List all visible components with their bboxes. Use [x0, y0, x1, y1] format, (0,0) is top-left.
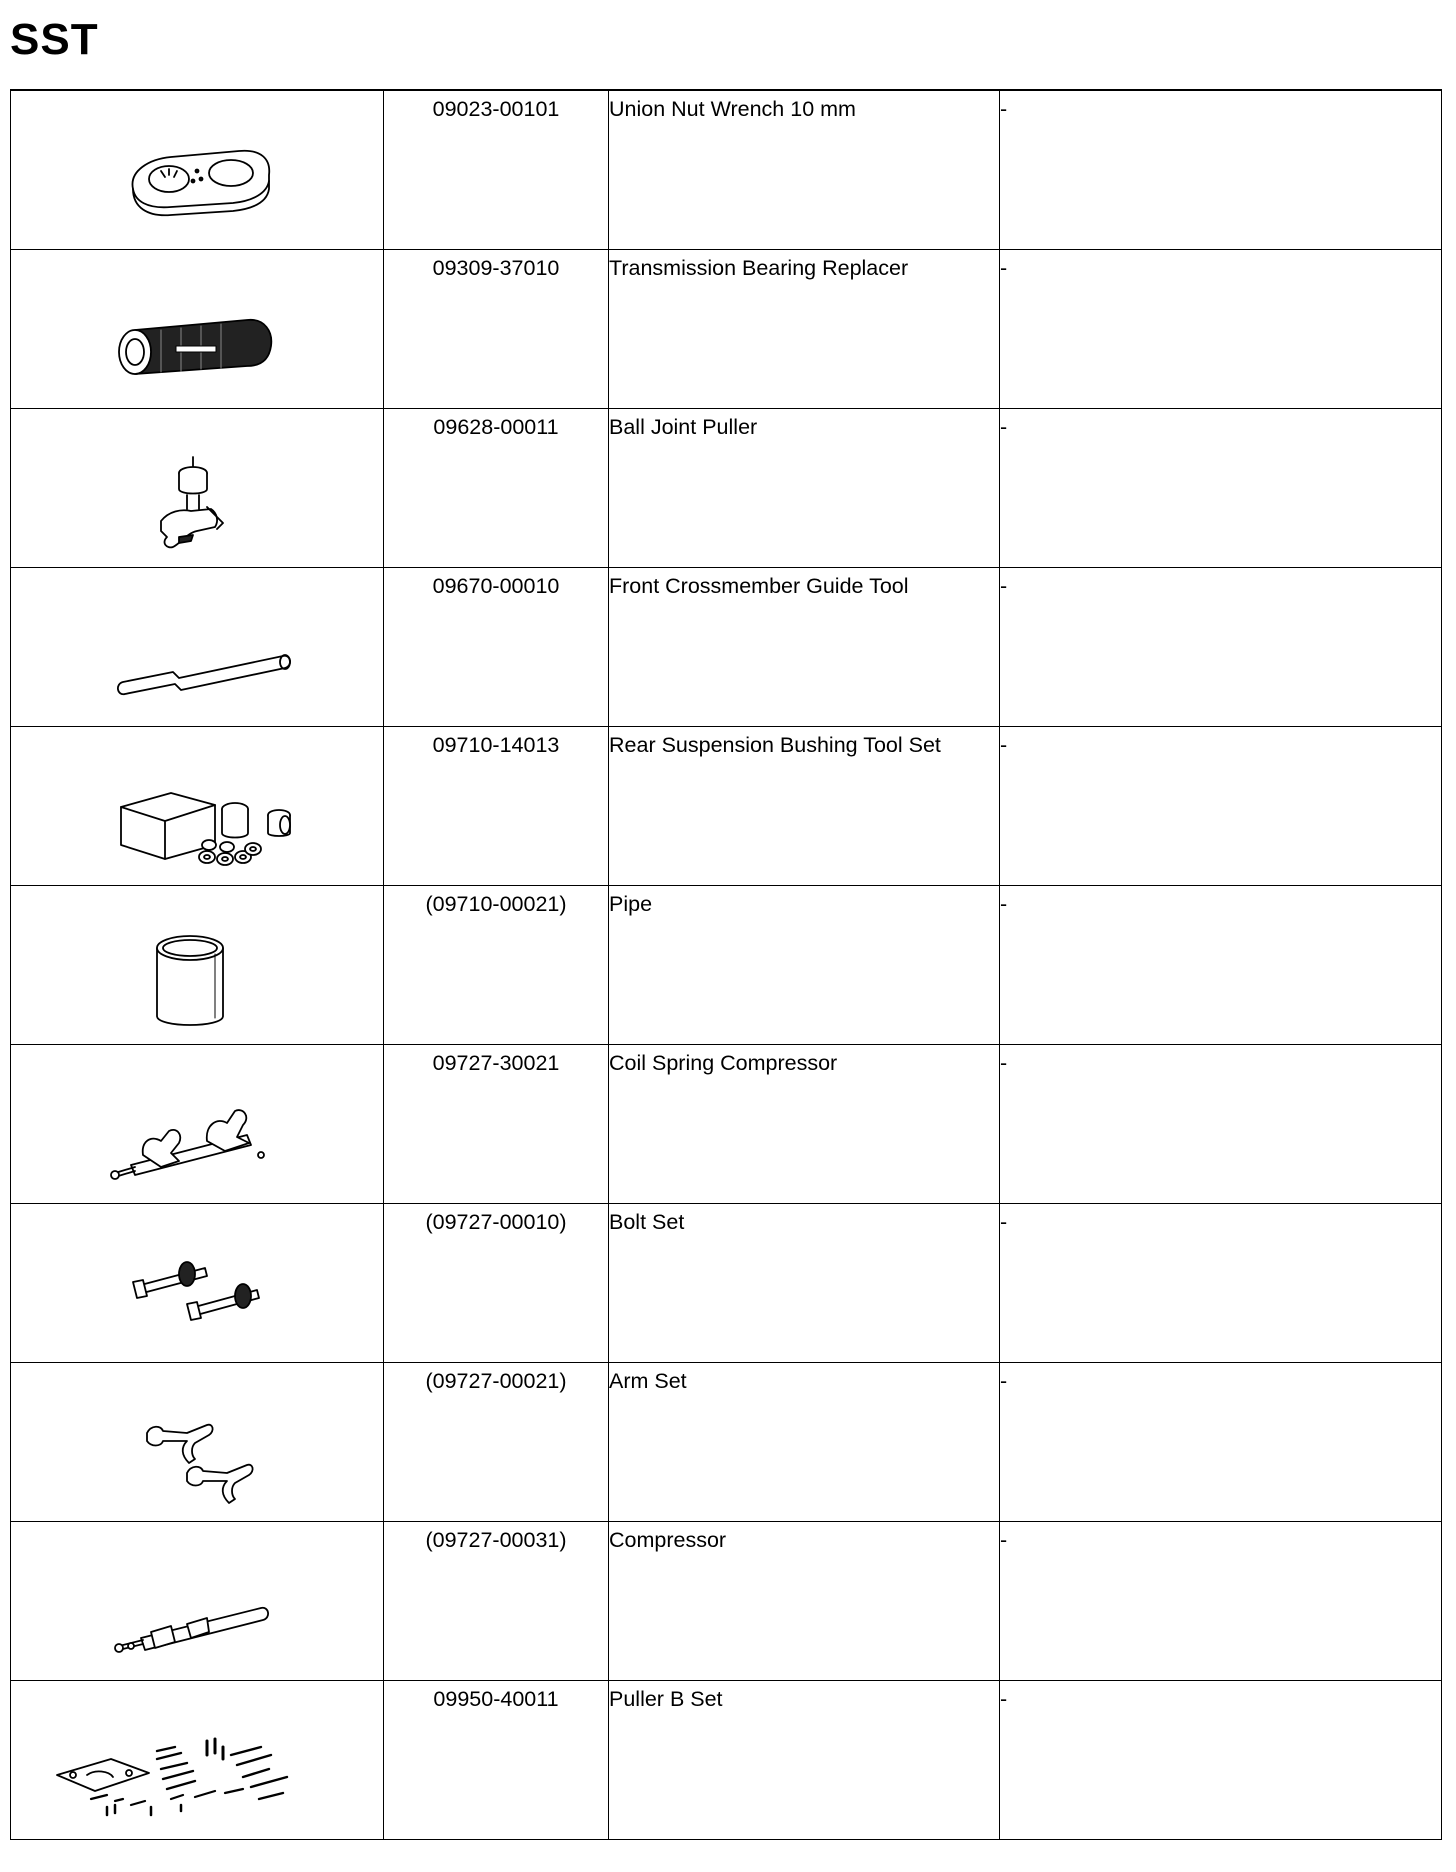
part-number: 09628-00011: [433, 414, 559, 439]
union-nut-wrench-icon: [11, 91, 384, 251]
table-row: [11, 90, 1442, 249]
tool-image-cell: [11, 1203, 384, 1362]
table-row: [11, 249, 1442, 408]
tool-name: Rear Suspension Bushing Tool Set: [609, 732, 941, 757]
part-number: 09670-00010: [432, 573, 560, 598]
tool-name: Puller B Set: [609, 1686, 723, 1711]
compressor-icon: [11, 1522, 384, 1682]
tool-image-cell: [11, 249, 384, 408]
table-row: [11, 1521, 1442, 1680]
tool-note: -: [1000, 1527, 1008, 1552]
tool-image-cell: [11, 1680, 384, 1839]
bushing-tool-set-icon: [11, 727, 384, 887]
tool-image-cell: [11, 1521, 384, 1680]
guide-tool-icon: [11, 568, 384, 728]
tool-image-cell: [11, 567, 384, 726]
tool-image-cell: [11, 1362, 384, 1521]
tool-note: -: [1000, 1368, 1008, 1393]
part-number: (09727-00021): [425, 1368, 567, 1393]
part-number: 09727-30021: [432, 1050, 560, 1075]
part-number: 09023-00101: [432, 97, 560, 121]
tool-name: Union Nut Wrench 10 mm: [609, 97, 856, 121]
tool-image-cell: [11, 408, 384, 567]
tool-note: -: [1000, 732, 1008, 757]
table-row: [11, 1680, 1442, 1839]
tool-note: -: [1000, 255, 1008, 280]
tool-note: -: [1000, 1209, 1008, 1234]
tool-note: -: [1000, 414, 1008, 439]
coil-spring-compressor-icon: [11, 1045, 384, 1205]
table-row: [11, 1362, 1442, 1521]
part-number: 09950-40011: [433, 1686, 559, 1711]
table-row: [11, 567, 1442, 726]
table-row: [11, 408, 1442, 567]
arm-set-icon: [11, 1363, 384, 1523]
table-row: [11, 1203, 1442, 1362]
tool-note: -: [1000, 1686, 1008, 1711]
puller-b-set-icon: [11, 1681, 384, 1841]
tool-note: -: [1000, 1050, 1008, 1075]
tool-note: -: [1000, 573, 1008, 598]
page-title: SST: [10, 15, 99, 64]
sst-table: [10, 89, 1442, 1840]
table-row: [11, 1044, 1442, 1203]
tool-image-cell: [11, 1044, 384, 1203]
tool-name: Ball Joint Puller: [609, 414, 758, 439]
tool-name: Pipe: [609, 891, 653, 916]
part-number: (09710-00021): [425, 891, 567, 916]
table-row: [11, 726, 1442, 885]
part-number: (09727-00010): [425, 1209, 567, 1234]
tool-name: Bolt Set: [609, 1209, 685, 1234]
tool-image-cell: [11, 90, 384, 249]
table-row: [11, 885, 1442, 1044]
part-number: (09727-00031): [425, 1527, 567, 1552]
tool-note: -: [1000, 97, 1008, 121]
tool-name: Compressor: [609, 1527, 727, 1552]
tool-name: Front Crossmember Guide Tool: [609, 573, 909, 598]
tool-image-cell: [11, 885, 384, 1044]
pipe-icon: [11, 886, 384, 1046]
part-number: 09309-37010: [432, 255, 560, 280]
tool-name: Coil Spring Compressor: [609, 1050, 838, 1075]
part-number: 09710-14013: [432, 732, 560, 757]
bearing-replacer-icon: [11, 250, 384, 410]
ball-joint-puller-icon: [11, 409, 384, 569]
tool-name: Arm Set: [609, 1368, 687, 1393]
tool-image-cell: [11, 726, 384, 885]
tool-name: Transmission Bearing Replacer: [609, 255, 909, 280]
bolt-set-icon: [11, 1204, 384, 1364]
tool-note: -: [1000, 891, 1008, 916]
